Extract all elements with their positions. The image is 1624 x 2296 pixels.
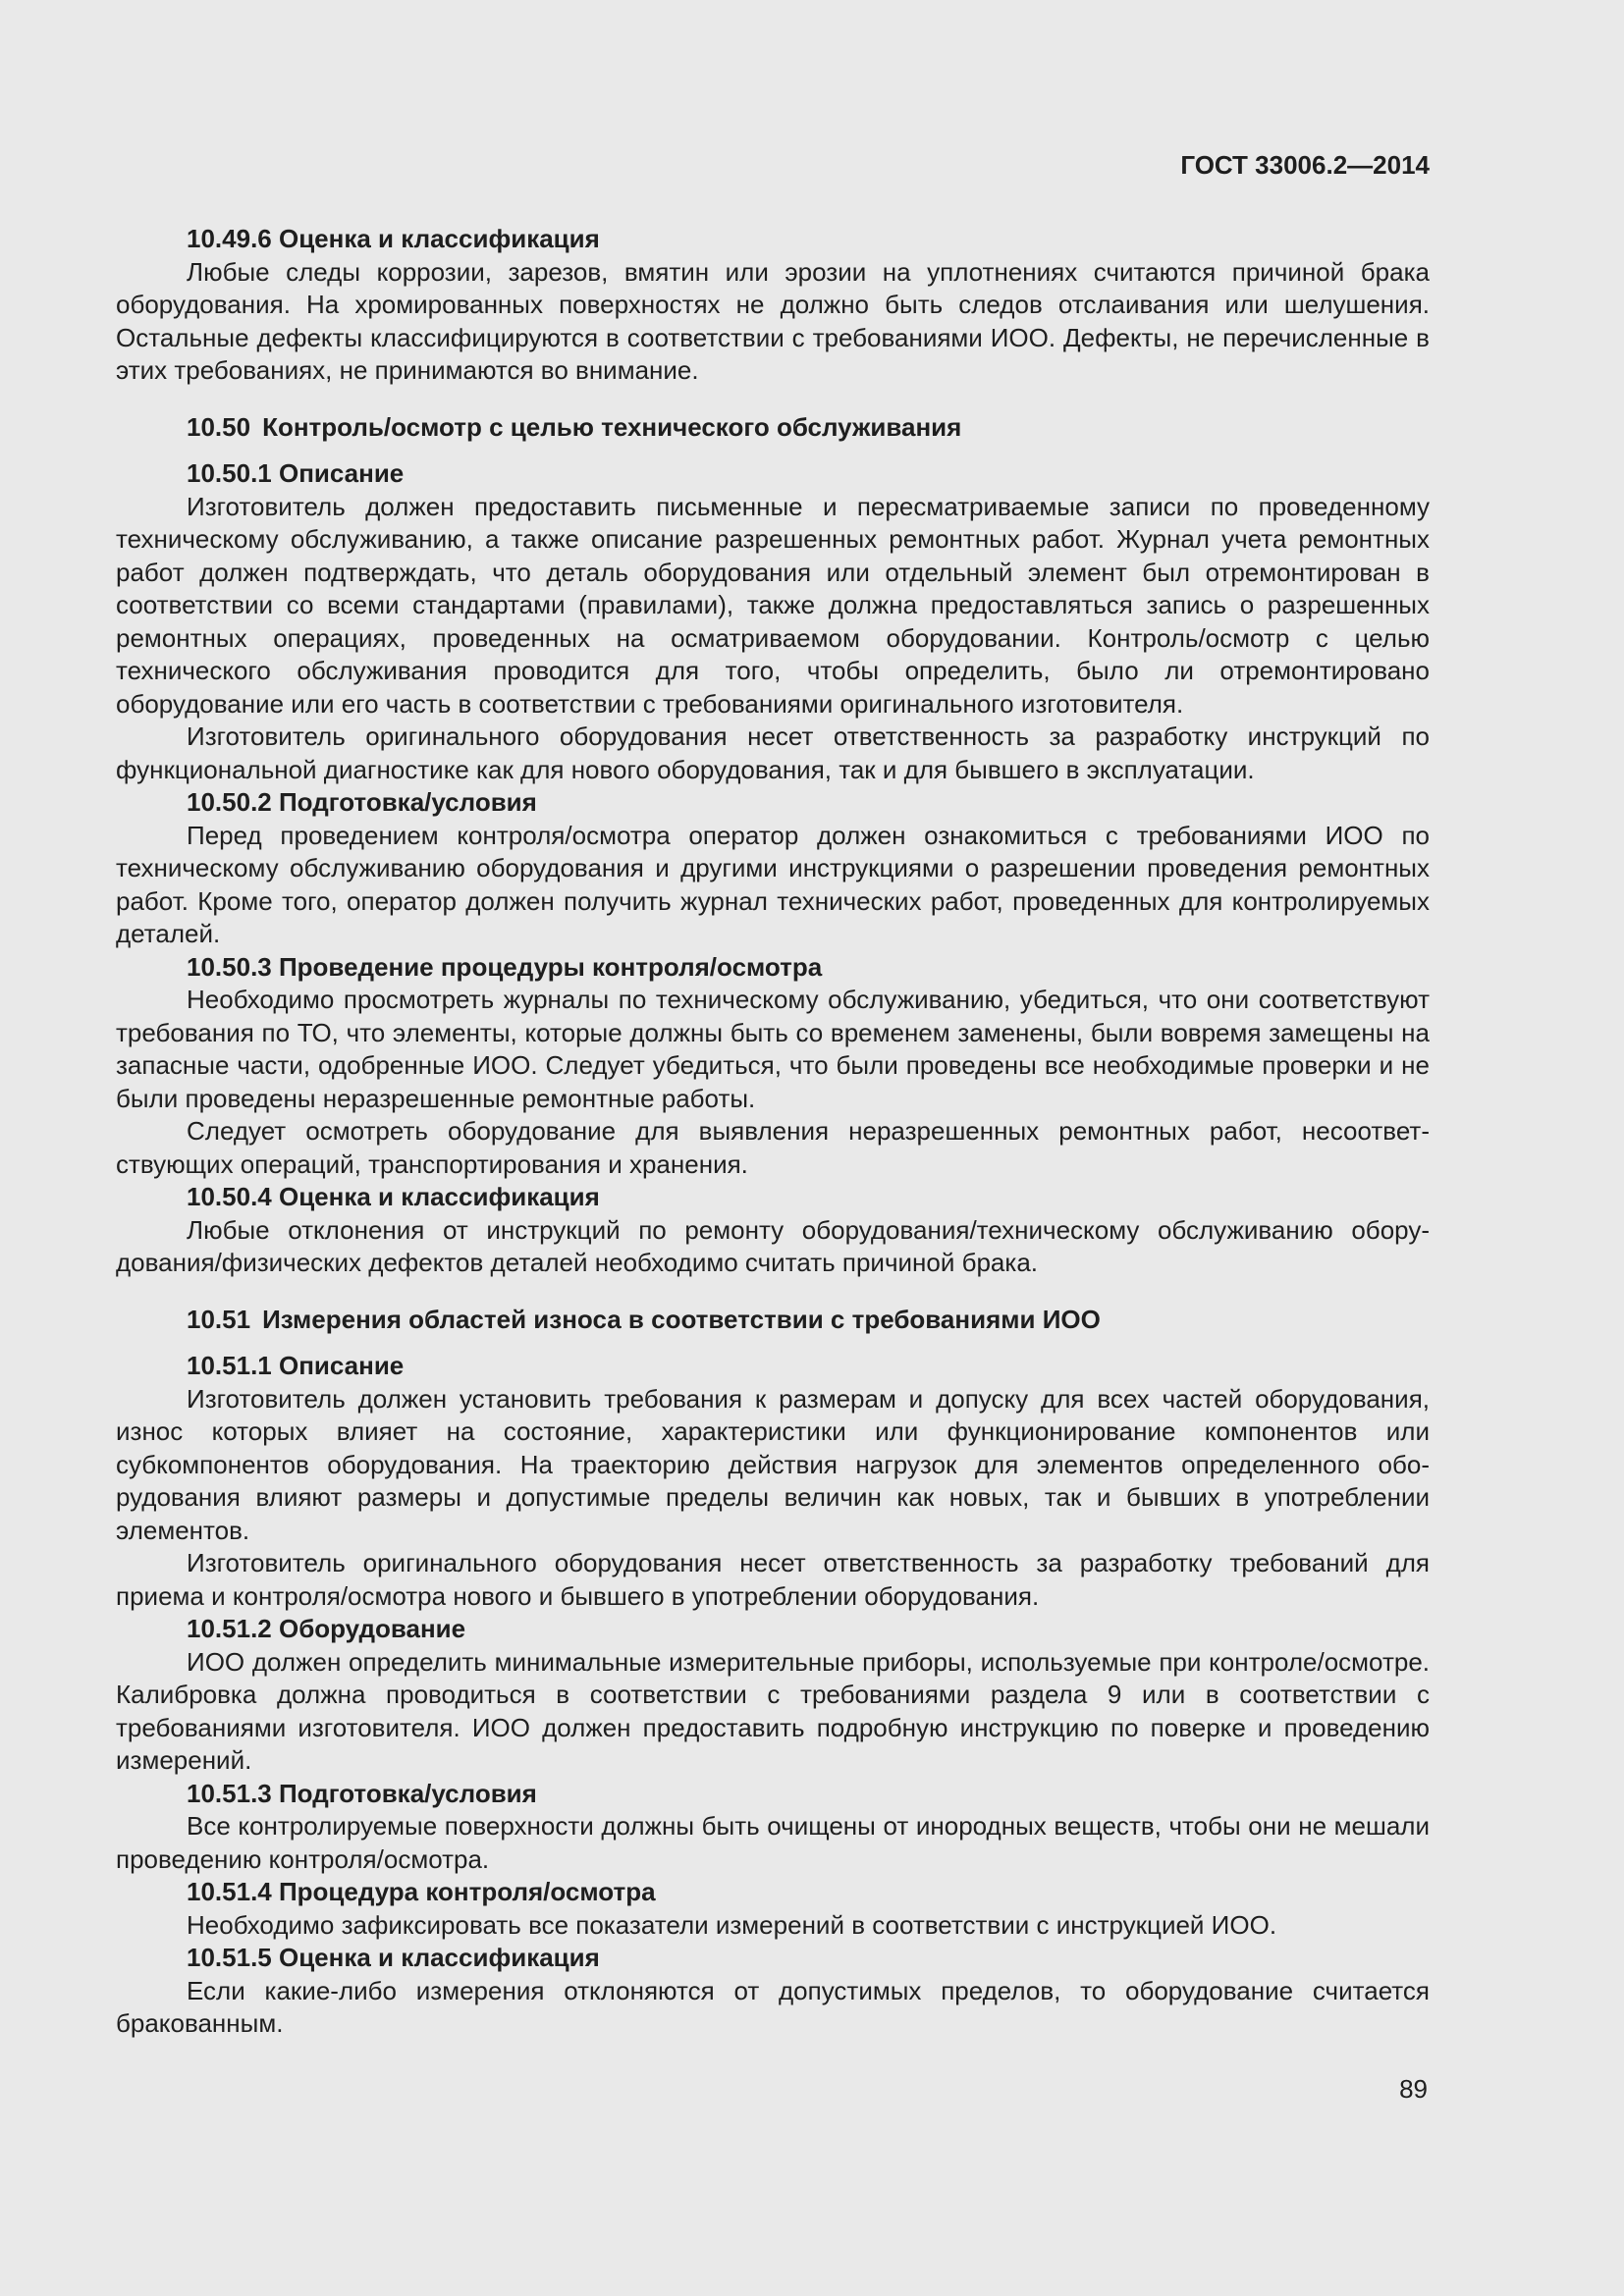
paragraph: ИОО должен определить минимальные измерительные приборы, используемые при контроле/осмотре. Калибровка должна проводиться в соответствии с требованиями раздела 9 или в соответствии с требованиями изготовителя. ИОО должен предоставить подробную инструкцию по поверке и проведению измерений. [116,1646,1430,1775]
subsection-heading-10-51-1: 10.51.1 Описание [187,1351,405,1380]
document-body [116,223,1430,2041]
section-number: 10.50 [187,411,251,442]
subsection-heading-10-50-2: 10.50.2 Подготовка/условия [187,787,537,817]
paragraph: Любые следы коррозии, зарезов, вмятин или эрозии на уплотнениях считаются причиной брака оборудования. На хромированных поверхностях не должно быть следов отслаивания или шелушения. Остальные дефекты классифицируются в соответствии с требованиями ИОО. Дефекты, не перечисленные в этих требованиях, не принимаются во внимание. [116,256,1430,385]
section-number: 10.51 [187,1304,251,1334]
paragraph: Следует осмотреть оборудование для выявления неразрешенных ремонтных работ, несоответствующих операций, транспортирования и хранения. [116,1116,1430,1179]
paragraph: Необходимо зафиксировать все показатели измерений в соответствии с инструкцией ИОО. [187,1909,1277,1940]
paragraph: Изготовитель оригинального оборудования несет ответственность за разработку требований для приема и контроля/осмотра нового и бывшего в употреблении оборудования. [116,1548,1430,1611]
paragraph: Все контролируемые поверхности должны быть очищены от инородных веществ, чтобы они не мешали проведению контроля/осмотра. [116,1811,1430,1874]
page-number: 89 [1399,2074,1428,2104]
subsection-heading-10-49-6: 10.49.6 Оценка и классификация [187,224,600,253]
document-code: ГОСТ 33006.2—2014 [1180,150,1430,180]
paragraph: Необходимо просмотреть журналы по техническому обслуживанию, убедиться, что они соответствуют требования по ТО, что элементы, которые должны быть со временем заменены, были вовремя замещены на запасные части, одобренные ИОО. Следует убедиться, что были проведены все необходимые проверки и не были проведены неразрешенные ремонтные работы. [116,985,1430,1113]
subsection-heading-10-51-3: 10.51.3 Подготовка/условия [187,1778,537,1808]
section-heading-10-50 [116,411,1430,445]
subsection-heading-10-50-3: 10.50.3 Проведение процедуры контроля/осмотра [187,951,823,982]
subsection-heading-10-51-4: 10.51.4 Процедура контроля/осмотра [187,1877,656,1906]
paragraph: Если какие-либо измерения отклоняются от допустимых пределов, то оборудование считается бракованным. [116,1975,1430,2038]
paragraph: Перед проведением контроля/осмотра оператор должен ознакомиться с требованиями ИОО по техническому обслуживанию оборудования и другими инструкциями о разрешении проведения ремонтных работ. Кроме того, оператор должен получить журнал технических работ, проведенных для контролируемых деталей. [116,820,1430,948]
subsection-heading-10-51-5: 10.51.5 Оценка и классификация [187,1943,600,1972]
section-heading-10-51 [116,1304,1430,1337]
paragraph: Любые отклонения от инструкций по ремонту оборудования/техническому обслуживанию оборудования/физических дефектов деталей необходимо считать причиной брака. [116,1214,1430,1277]
section-title: Измерения областей износа в соответствии с требованиями ИОО [262,1304,1101,1334]
paragraph: Изготовитель должен предоставить письменные и пересматриваемые записи по проведенному техническому обслуживанию, а также описание разрешенных ремонтных работ. Журнал учета ремонтных работ должен подтверждать, что деталь оборудования или отдельный элемент был отремонтирован в соответствии со всеми стандартами (правилами), также должна предоставляться запись о разрешенных ремонтных операциях, проведенных на осматриваемом оборудовании. Контроль/осмотр с целью технического обслуживания проводится для того, чтобы определить, было ли отремонтировано оборудование или его часть в соответствии с требованиями оригинального изготовителя. [116,491,1430,719]
subsection-heading-10-50-1: 10.50.1 Описание [187,458,405,488]
section-title: Контроль/осмотр с целью технического обслуживания [262,411,962,442]
subsection-heading-10-50-4: 10.50.4 Оценка и классификация [187,1182,600,1211]
subsection-heading-10-51-2: 10.51.2 Оборудование [187,1614,466,1643]
paragraph: Изготовитель оригинального оборудования несет ответственность за разработку инструкций по функциональной диагностике как для нового оборудования, так и для бывшего в эксплуатации. [116,721,1430,784]
paragraph: Изготовитель должен установить требования к размерам и допуску для всех частей оборудования, износ которых влияет на состояние, характеристики или функционирование компонентов или субкомпонентов оборудования. На траекторию действия нагрузок для элементов определенного оборудования влияют размеры и допустимые пределы величин как новых, так и бывших в употреблении элементов. [116,1383,1430,1545]
